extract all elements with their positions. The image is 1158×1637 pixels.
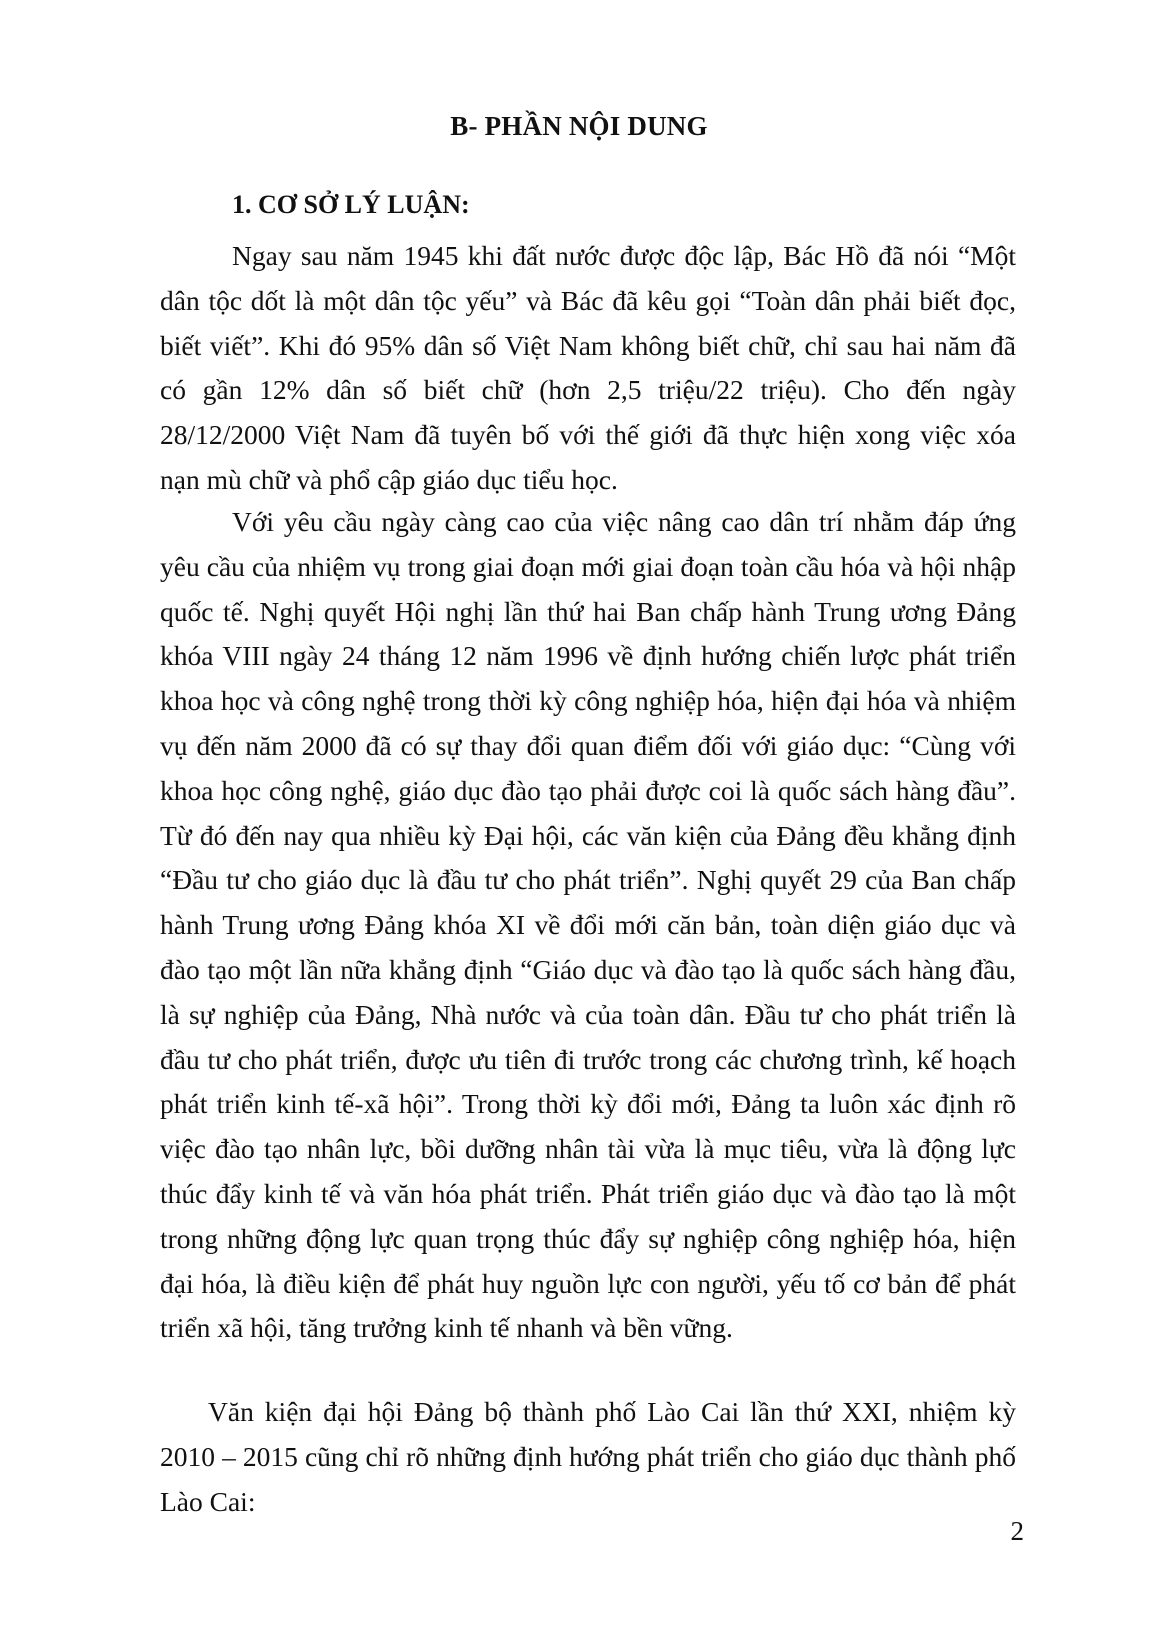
paragraph-2: Với yêu cầu ngày càng cao của việc nâng cao dân trí nhằm đáp ứng yêu cầu của nhiệm vụ trong giai đoạn mới giai đoạn toàn cầu hóa và hội nhập quốc tế. Nghị quyết Hội nghị lần thứ hai Ban chấp hành Trung ương Đảng khóa VIII ngày 24 tháng 12 năm 1996 về định hướng chiến lược phát triển khoa học và công nghệ trong thời kỳ công nghiệp hóa, hiện đại hóa và nhiệm vụ đến năm 2000 đã có sự thay đổi quan điểm đối với giáo dục: “Cùng với khoa học công nghệ, giáo dục đào tạo phải được coi là quốc sách hàng đầu”. Từ đó đến nay qua nhiều kỳ Đại hội, các văn kiện của Đảng đều khẳng định “Đầu tư cho giáo dục là đầu tư cho phát triển”. Nghị quyết 29 của Ban chấp hành Trung ương Đảng khóa XI về đổi mới căn bản, toàn diện giáo dục và đào tạo một lần nữa khẳng định “Giáo dục và đào tạo là quốc sách hàng đầu, là sự nghiệp của Đảng, Nhà nước và của toàn dân. Đầu tư cho phát triển là đầu tư cho phát triển, được ưu tiên đi trước trong các chương trình, kế hoạch phát triển kinh tế-xã hội”. Trong thời kỳ đổi mới, Đảng ta luôn xác định rõ việc đào tạo nhân lực, bồi dưỡng nhân tài vừa là mục tiêu, vừa là động lực thúc đẩy kinh tế và văn hóa phát triển. Phát triển giáo dục và đào tạo là một trong những động lực quan trọng thúc đẩy sự nghiệp công nghiệp hóa, hiện đại hóa, là điều kiện để phát huy nguồn lực con người, yếu tố cơ bản để phát triển xã hội, tăng trưởng kinh tế nhanh và bền vững. <box>160 506 1016 1344</box>
page-number: 2 <box>1010 1516 1024 1546</box>
paragraph-1: Ngay sau năm 1945 khi đất nước được độc lập, Bác Hồ đã nói “Một dân tộc dốt là một dân tộc yếu” và Bác đã kêu gọi “Toàn dân phải biết đọc, biết viết”. Khi đó 95% dân số Việt Nam không biết chữ, chỉ sau hai năm đã có gần 12% dân số biết chữ (hơn 2,5 triệu/22 triệu). Cho đến ngày 28/12/2000 Việt Nam đã tuyên bố với thế giới đã thực hiện xong việc xóa nạn mù chữ và phổ cập giáo dục tiểu học. <box>160 240 1016 495</box>
page-title: B- PHẦN NỘI DUNG <box>450 111 708 141</box>
paragraph-3: Văn kiện đại hội Đảng bộ thành phố Lào Cai lần thứ XXI, nhiệm kỳ 2010 – 2015 cũng chỉ rõ những định hướng phát triển cho giáo dục thành phố Lào Cai: <box>160 1396 1016 1517</box>
section-heading: 1. CƠ SỞ LÝ LUẬN: <box>232 190 470 219</box>
